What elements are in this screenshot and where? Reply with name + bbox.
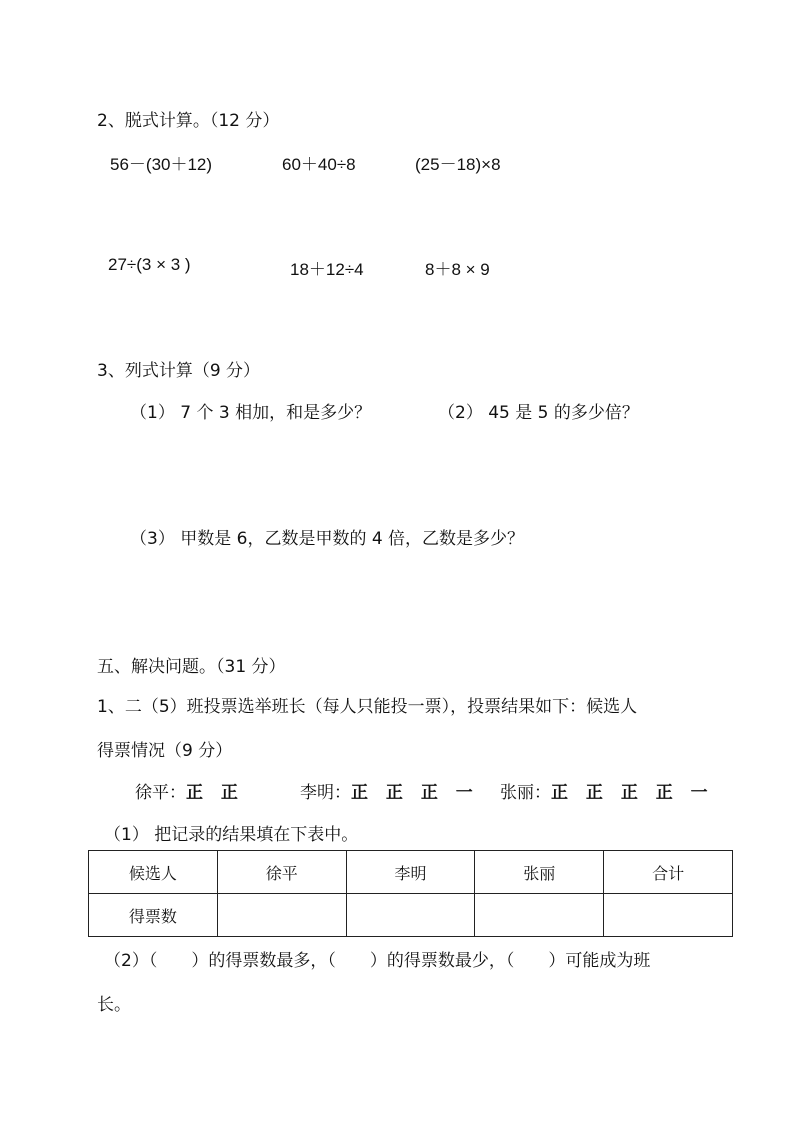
answer-cell[interactable] xyxy=(217,894,346,937)
question-1: （1） 7 个 3 相加，和是多少？ xyxy=(130,403,372,423)
vote-table xyxy=(88,850,733,937)
tally-marks: 正 正 xyxy=(186,783,244,803)
table-header-row xyxy=(89,851,733,894)
section-2-title: 2、脱式计算。（12 分） xyxy=(97,111,280,131)
expression: 60＋40÷8 xyxy=(282,155,356,174)
problem-1-text: 1、二（5）班投票选举班长（每人只能投一票），投票结果如下：候选人 xyxy=(97,697,638,717)
table-header: 合计 xyxy=(604,851,733,894)
tally-marks: 正 正 正 一 xyxy=(351,783,479,803)
tally-marks: 正 正 正 正 一 xyxy=(551,783,714,803)
table-header: 李明 xyxy=(346,851,475,894)
expression: (25－18)×8 xyxy=(415,155,501,174)
question-2: （2） 45 是 5 的多少倍？ xyxy=(438,403,639,423)
problem-1-text-cont: 得票情况（9 分） xyxy=(97,741,233,761)
candidate-name: 李明： xyxy=(300,783,351,803)
table-row xyxy=(89,894,733,937)
sub-question-2-cont: 长。 xyxy=(97,995,131,1015)
tally-xuping xyxy=(135,778,244,803)
expression: 8＋8 × 9 xyxy=(425,260,490,279)
answer-cell[interactable] xyxy=(604,894,733,937)
table-header: 候选人 xyxy=(89,851,218,894)
tally-zhangli xyxy=(500,778,714,803)
question-3: （3） 甲数是 6，乙数是甲数的 4 倍，乙数是多少？ xyxy=(130,529,525,549)
table-header: 徐平 xyxy=(217,851,346,894)
section-3-title: 3、列式计算（9 分） xyxy=(97,361,261,381)
candidate-name: 徐平： xyxy=(135,783,186,803)
expression: 18＋12÷4 xyxy=(290,260,364,279)
row-label: 得票数 xyxy=(89,894,218,937)
answer-cell[interactable] xyxy=(475,894,604,937)
candidate-name: 张丽： xyxy=(500,783,551,803)
sub-question-2: （2）（ ）的得票数最多，（ ）的得票数最少，（ ）可能成为班 xyxy=(104,951,651,971)
expression: 27÷(3 × 3 ) xyxy=(108,255,191,274)
table-header: 张丽 xyxy=(475,851,604,894)
tally-liming xyxy=(300,778,479,803)
sub-question-1: （1） 把记录的结果填在下表中。 xyxy=(104,825,359,845)
section-5-title: 五、解决问题。（31 分） xyxy=(97,657,286,677)
expression: 56－(30＋12) xyxy=(110,155,213,174)
answer-cell[interactable] xyxy=(346,894,475,937)
